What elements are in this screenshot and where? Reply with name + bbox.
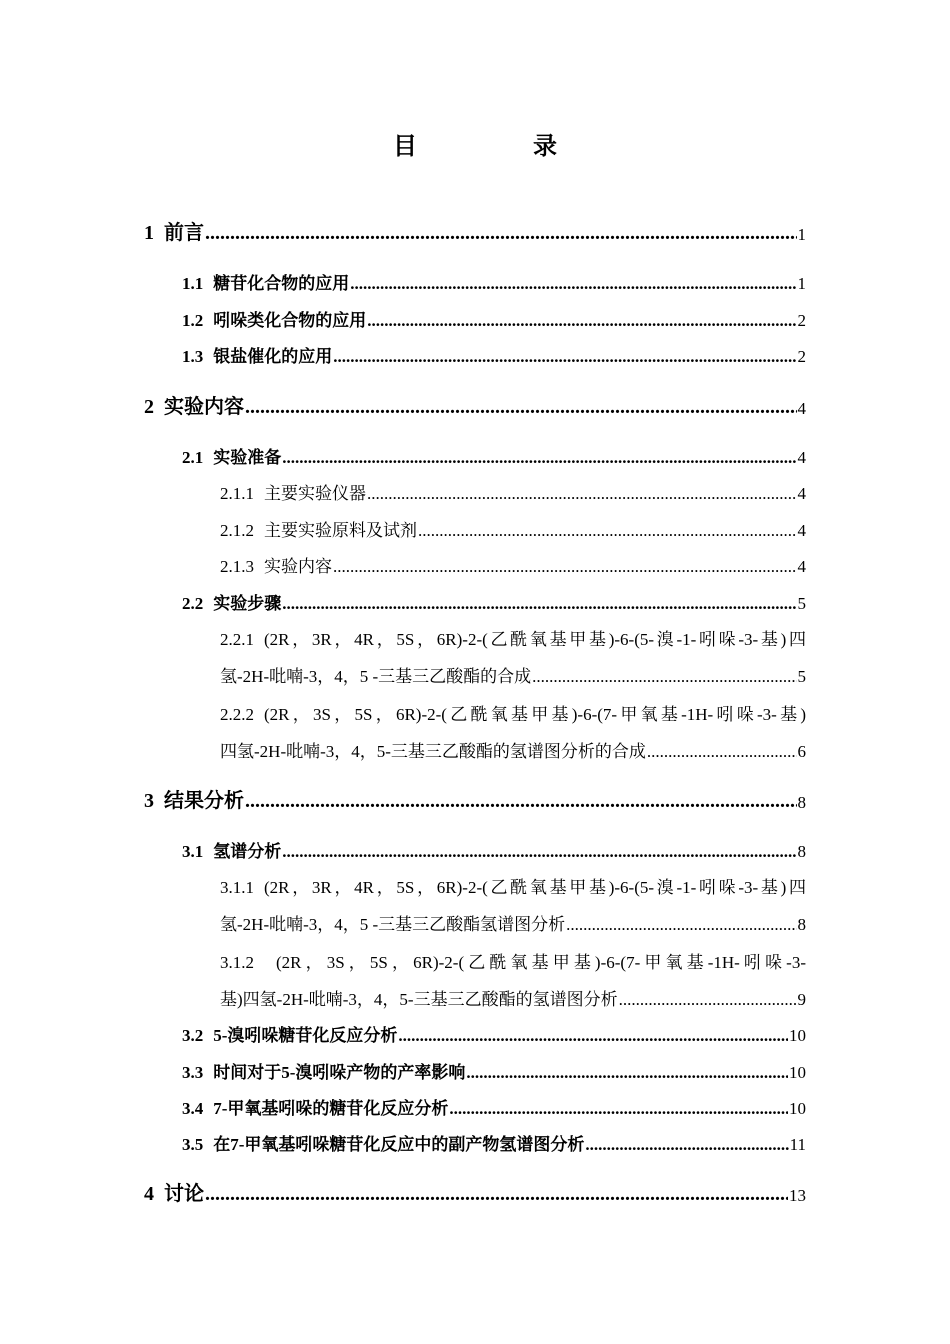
- toc-entry-2-1-1[interactable]: [220, 479, 806, 504]
- toc-entry-1-1[interactable]: [182, 269, 806, 294]
- toc-entry-3-5[interactable]: [182, 1130, 806, 1155]
- dot-leader: [282, 594, 796, 614]
- toc-entry-label: 糖苷化合物的应用: [213, 274, 350, 293]
- toc-page-number: 5: [797, 594, 806, 613]
- toc-page-number: 1: [797, 274, 806, 293]
- toc-entry-3-1-1-line2[interactable]: [220, 910, 806, 935]
- toc-entry-label: 主要实验原料及试剂: [264, 521, 417, 540]
- toc-page-number: 8: [797, 915, 806, 934]
- toc-entry-label: 前言: [164, 222, 204, 244]
- toc-entry-4[interactable]: [144, 1177, 806, 1206]
- toc-entry-3-1-2-line1[interactable]: [220, 948, 806, 973]
- toc-entry-label: 5-溴吲哚糖苷化反应分析: [213, 1026, 398, 1045]
- toc-entry-2-1[interactable]: [182, 443, 806, 468]
- toc-entry-number: 3.5: [182, 1135, 204, 1154]
- toc-entry-label: 在7-甲氧基吲哚糖苷化反应中的副产物氢谱图分析: [213, 1135, 585, 1154]
- toc-page-number: 8: [797, 842, 806, 861]
- toc-entry-label: 氢-2H-吡喃-3，4，5 -三基三乙酸酯氢谱图分析: [220, 915, 566, 934]
- toc-entry-2-2-1-line2[interactable]: [220, 662, 806, 687]
- toc-page-number: 4: [797, 484, 806, 503]
- toc-page-number: 9: [797, 990, 806, 1009]
- toc-entry-number: 1.2: [182, 311, 204, 330]
- toc-entry-label: 实验内容: [264, 557, 332, 576]
- toc-page-number: 5: [797, 667, 806, 686]
- toc-page-number: 4: [797, 399, 806, 418]
- toc-entry-number: 3.4: [182, 1099, 204, 1118]
- dot-leader: [282, 842, 796, 862]
- dot-leader: [449, 1099, 788, 1119]
- toc-entry-label: 结果分析: [164, 790, 244, 812]
- toc-entry-label: 主要实验仪器: [264, 484, 366, 503]
- dot-leader: [367, 484, 797, 504]
- toc-page-number: 10: [789, 1026, 806, 1045]
- dot-leader: [333, 347, 796, 367]
- toc-entry-3-1-2-line2[interactable]: [220, 985, 806, 1010]
- toc-entry-3-3[interactable]: [182, 1058, 806, 1083]
- toc-entry-number: 1.1: [182, 274, 204, 293]
- toc-entry-1-3[interactable]: [182, 342, 806, 367]
- toc-entry-number: 1.3: [182, 347, 204, 366]
- toc-entry-number: 3.1: [182, 842, 204, 861]
- toc-entry-label: 银盐催化的应用: [213, 347, 333, 366]
- toc-entry-2-2-2-line2[interactable]: [220, 737, 806, 762]
- toc-entry-label: 基)四氢-2H-吡喃-3，4，5-三基三乙酸酯的氢谱图分析: [220, 990, 618, 1009]
- dot-leader: [566, 915, 796, 935]
- toc-page-number: 2: [797, 347, 806, 366]
- dot-leader: [466, 1063, 788, 1083]
- dot-leader: [418, 521, 797, 541]
- toc-page-number: 4: [797, 557, 806, 576]
- toc-page-number: 8: [797, 793, 806, 812]
- toc-entry-label: 讨论: [164, 1183, 204, 1205]
- toc-entry-3-4[interactable]: [182, 1094, 806, 1119]
- toc-entry-label: 四氢-2H-吡喃-3，4，5-三基三乙酸酯的氢谱图分析的合成: [220, 742, 646, 761]
- toc-page-number: 2: [797, 311, 806, 330]
- toc-entry-number: 4: [144, 1183, 154, 1205]
- dot-leader: [205, 222, 797, 245]
- toc-entry-number: 2.1.1: [220, 484, 254, 503]
- toc-entry-label: 实验步骤: [213, 594, 282, 613]
- toc-entry-2-1-2[interactable]: [220, 516, 806, 541]
- toc-entry-label: (2R，3R，4R，5S，6R)-2-(乙酰氧基甲基)-6-(5-溴-1-吲哚-3-基)四: [264, 630, 806, 649]
- toc-page-number: 13: [789, 1186, 806, 1205]
- toc-entry-1-2[interactable]: [182, 306, 806, 331]
- toc-entry-label: 氢-2H-吡喃-3，4，5 -三基三乙酸酯的合成: [220, 667, 532, 686]
- toc-entry-3[interactable]: [144, 784, 806, 813]
- dot-leader: [350, 274, 796, 294]
- dot-leader: [205, 1183, 788, 1206]
- toc-entry-number: 2.2.1: [220, 630, 254, 649]
- toc-entry-label: 7-甲氧基吲哚的糖苷化反应分析: [213, 1099, 449, 1118]
- toc-page-number: 4: [797, 521, 806, 540]
- toc-entry-number: 2.1.2: [220, 521, 254, 540]
- toc-title: 目 录: [393, 134, 603, 160]
- toc-page-number: 11: [789, 1135, 806, 1154]
- dot-leader: [282, 448, 796, 468]
- toc-entry-3-1[interactable]: [182, 837, 806, 862]
- toc-entry-label: 实验准备: [213, 448, 282, 467]
- toc-entry-2-2[interactable]: [182, 589, 806, 614]
- dot-leader: [245, 396, 797, 419]
- toc-entry-number: 2.2: [182, 594, 204, 613]
- dot-leader: [647, 742, 797, 762]
- toc-entry-label: (2R，3S，5S，6R)-2-(乙酰氧基甲基)-6-(7-甲氧基-1H-吲哚-3-: [276, 953, 806, 972]
- dot-leader: [532, 667, 796, 687]
- dot-leader: [245, 790, 797, 813]
- toc-entry-label: 时间对于5-溴吲哚产物的产率影响: [213, 1063, 466, 1082]
- toc-entry-number: 3.2: [182, 1026, 204, 1045]
- toc-entry-2-1-3[interactable]: [220, 552, 806, 577]
- toc-entry-2[interactable]: [144, 390, 806, 419]
- dot-leader: [619, 990, 797, 1010]
- toc-entry-2-2-1-line1[interactable]: [220, 625, 806, 650]
- toc-entry-number: 3.1.2: [220, 953, 254, 972]
- toc-entry-label: 吲哚类化合物的应用: [213, 311, 367, 330]
- dot-leader: [398, 1026, 788, 1046]
- toc-entry-number: 2: [144, 396, 154, 418]
- toc-entry-number: 2.2.2: [220, 705, 254, 724]
- toc-entry-1[interactable]: [144, 216, 806, 245]
- toc-page-number: 1: [797, 225, 806, 244]
- toc-entry-number: 2.1: [182, 448, 204, 467]
- dot-leader: [585, 1135, 788, 1155]
- toc-page-number: 4: [797, 448, 806, 467]
- toc-entry-label: (2R，3S，5S，6R)-2-(乙酰氧基甲基)-6-(7-甲氧基-1H-吲哚-3-基): [264, 705, 806, 724]
- toc-entry-2-2-2-line1[interactable]: [220, 700, 806, 725]
- toc-entry-number: 2.1.3: [220, 557, 254, 576]
- toc-entry-number: 1: [144, 222, 154, 244]
- toc-entry-number: 3.1.1: [220, 878, 254, 897]
- toc-page-number: 6: [797, 742, 806, 761]
- toc-entry-number: 3.3: [182, 1063, 204, 1082]
- toc-page-number: 10: [789, 1063, 806, 1082]
- toc-entry-label: (2R，3R，4R，5S，6R)-2-(乙酰氧基甲基)-6-(5-溴-1-吲哚-3-基)四: [264, 878, 806, 897]
- toc-entry-3-2[interactable]: [182, 1021, 806, 1046]
- toc-entry-number: 3: [144, 790, 154, 812]
- toc-entry-label: 实验内容: [164, 396, 244, 418]
- toc-entry-3-1-1-line1[interactable]: [220, 873, 806, 898]
- dot-leader: [333, 557, 797, 577]
- toc-page-number: 10: [789, 1099, 806, 1118]
- dot-leader: [367, 311, 796, 331]
- toc-entry-label: 氢谱分析: [213, 842, 282, 861]
